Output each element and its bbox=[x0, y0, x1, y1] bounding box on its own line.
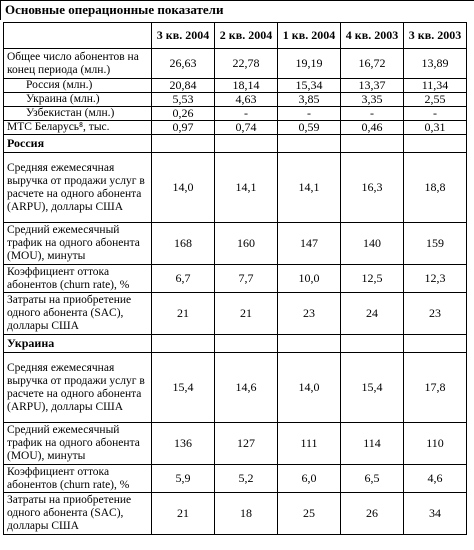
section-title: Россия bbox=[4, 135, 152, 153]
row-label: Украина (млн.) bbox=[4, 93, 152, 107]
section-header-row bbox=[4, 135, 467, 153]
summary-row bbox=[4, 107, 467, 121]
section-empty-cell bbox=[278, 135, 341, 153]
cell-value: 34 bbox=[404, 493, 467, 535]
cell-value: 4,63 bbox=[215, 93, 278, 107]
cell-value: - bbox=[404, 107, 467, 121]
row-label: Затраты на приобретение одного абонента (SAC), доллары США bbox=[4, 493, 152, 535]
cell-value: 14,0 bbox=[152, 153, 215, 223]
cell-value: 140 bbox=[341, 223, 404, 265]
cell-value: 13,37 bbox=[341, 79, 404, 93]
metric-row bbox=[4, 265, 467, 293]
row-label: Узбекистан (млн.) bbox=[4, 107, 152, 121]
cell-value: 18,8 bbox=[404, 153, 467, 223]
cell-value: 14,1 bbox=[278, 153, 341, 223]
section-empty-cell bbox=[152, 135, 215, 153]
cell-value: 6,5 bbox=[341, 465, 404, 493]
cell-value: 13,89 bbox=[404, 49, 467, 79]
cell-value: 26,63 bbox=[152, 49, 215, 79]
row-label: Коэффициент оттока абонентов (churn rate), % bbox=[4, 265, 152, 293]
cell-value: 16,72 bbox=[341, 49, 404, 79]
cell-value: 168 bbox=[152, 223, 215, 265]
cell-value: 11,34 bbox=[404, 79, 467, 93]
summary-row bbox=[4, 79, 467, 93]
cell-value: 0,74 bbox=[215, 121, 278, 135]
row-label: Общее число абонентов на конец периода (млн.) bbox=[4, 49, 152, 79]
cell-value: 0,26 bbox=[152, 107, 215, 121]
cell-value: - bbox=[278, 107, 341, 121]
cell-value: 15,4 bbox=[341, 353, 404, 423]
cell-value: 22,78 bbox=[215, 49, 278, 79]
section-empty-cell bbox=[215, 135, 278, 153]
operational-indicators-table bbox=[3, 22, 467, 535]
metric-row bbox=[4, 153, 467, 223]
cell-value: 5,2 bbox=[215, 465, 278, 493]
cell-value: 15,34 bbox=[278, 79, 341, 93]
cell-value: 7,7 bbox=[215, 265, 278, 293]
cell-value: 0,46 bbox=[341, 121, 404, 135]
column-header: 3 кв. 2004 bbox=[152, 23, 215, 49]
cell-value: 3,85 bbox=[278, 93, 341, 107]
row-label: Коэффициент оттока абонентов (churn rate), % bbox=[4, 465, 152, 493]
cell-value: 5,9 bbox=[152, 465, 215, 493]
column-header: 4 кв. 2003 bbox=[341, 23, 404, 49]
cell-value: 127 bbox=[215, 423, 278, 465]
cell-value: - bbox=[215, 107, 278, 121]
cell-value: 14,0 bbox=[278, 353, 341, 423]
cell-value: 23 bbox=[278, 293, 341, 335]
section-empty-cell bbox=[215, 335, 278, 353]
metric-row bbox=[4, 293, 467, 335]
cell-value: 21 bbox=[152, 293, 215, 335]
section-empty-cell bbox=[341, 335, 404, 353]
cell-value: 14,6 bbox=[215, 353, 278, 423]
row-label: Средний ежемесячный трафик на одного абонента (MOU), минуты bbox=[4, 423, 152, 465]
cell-value: 10,0 bbox=[278, 265, 341, 293]
row-label: Россия (млн.) bbox=[4, 79, 152, 93]
cell-value: 20,84 bbox=[152, 79, 215, 93]
metric-row bbox=[4, 423, 467, 465]
cell-value: 0,97 bbox=[152, 121, 215, 135]
cell-value: 136 bbox=[152, 423, 215, 465]
table-title: Основные операционные показатели bbox=[0, 0, 474, 20]
summary-row bbox=[4, 49, 467, 79]
cell-value: 6,7 bbox=[152, 265, 215, 293]
cell-value: 14,1 bbox=[215, 153, 278, 223]
section-empty-cell bbox=[404, 135, 467, 153]
section-empty-cell bbox=[341, 135, 404, 153]
metric-row bbox=[4, 223, 467, 265]
cell-value: 19,19 bbox=[278, 49, 341, 79]
cell-value: 2,55 bbox=[404, 93, 467, 107]
cell-value: 159 bbox=[404, 223, 467, 265]
row-label: Средняя ежемесячная выручка от продажи услуг в расчете на одного абонента (ARPU), доллары США bbox=[4, 353, 152, 423]
cell-value: 5,53 bbox=[152, 93, 215, 107]
cell-value: 12,3 bbox=[404, 265, 467, 293]
cell-value: 160 bbox=[215, 223, 278, 265]
cell-value: 23 bbox=[404, 293, 467, 335]
section-title: Украина bbox=[4, 335, 152, 353]
cell-value: 114 bbox=[341, 423, 404, 465]
metric-row bbox=[4, 465, 467, 493]
column-header: 3 кв. 2003 bbox=[404, 23, 467, 49]
row-label: Средняя ежемесячная выручка от продажи услуг в расчете на одного абонента (ARPU), доллары США bbox=[4, 153, 152, 223]
section-header-row bbox=[4, 335, 467, 353]
row-label: Средний ежемесячный трафик на одного абонента (MOU), минуты bbox=[4, 223, 152, 265]
column-header: 1 кв. 2004 bbox=[278, 23, 341, 49]
cell-value: 15,4 bbox=[152, 353, 215, 423]
summary-row bbox=[4, 121, 467, 135]
column-header: 2 кв. 2004 bbox=[215, 23, 278, 49]
cell-value: 16,3 bbox=[341, 153, 404, 223]
cell-value: 4,6 bbox=[404, 465, 467, 493]
cell-value: 26 bbox=[341, 493, 404, 535]
cell-value: 17,8 bbox=[404, 353, 467, 423]
section-empty-cell bbox=[152, 335, 215, 353]
cell-value: 147 bbox=[278, 223, 341, 265]
cell-value: 111 bbox=[278, 423, 341, 465]
cell-value: 0,59 bbox=[278, 121, 341, 135]
cell-value: 0,31 bbox=[404, 121, 467, 135]
cell-value: 18,14 bbox=[215, 79, 278, 93]
metric-row bbox=[4, 353, 467, 423]
cell-value: 6,0 bbox=[278, 465, 341, 493]
section-empty-cell bbox=[404, 335, 467, 353]
cell-value: 21 bbox=[215, 293, 278, 335]
cell-value: 12,5 bbox=[341, 265, 404, 293]
metric-row bbox=[4, 493, 467, 535]
cell-value: 25 bbox=[278, 493, 341, 535]
header-empty bbox=[4, 23, 152, 49]
summary-row bbox=[4, 93, 467, 107]
cell-value: 110 bbox=[404, 423, 467, 465]
section-empty-cell bbox=[278, 335, 341, 353]
cell-value: - bbox=[341, 107, 404, 121]
cell-value: 24 bbox=[341, 293, 404, 335]
row-label: МТС Беларусь⁸, тыс. bbox=[4, 121, 152, 135]
header-row bbox=[4, 23, 467, 49]
cell-value: 18 bbox=[215, 493, 278, 535]
cell-value: 21 bbox=[152, 493, 215, 535]
row-label: Затраты на приобретение одного абонента (SAC), доллары США bbox=[4, 293, 152, 335]
cell-value: 3,35 bbox=[341, 93, 404, 107]
